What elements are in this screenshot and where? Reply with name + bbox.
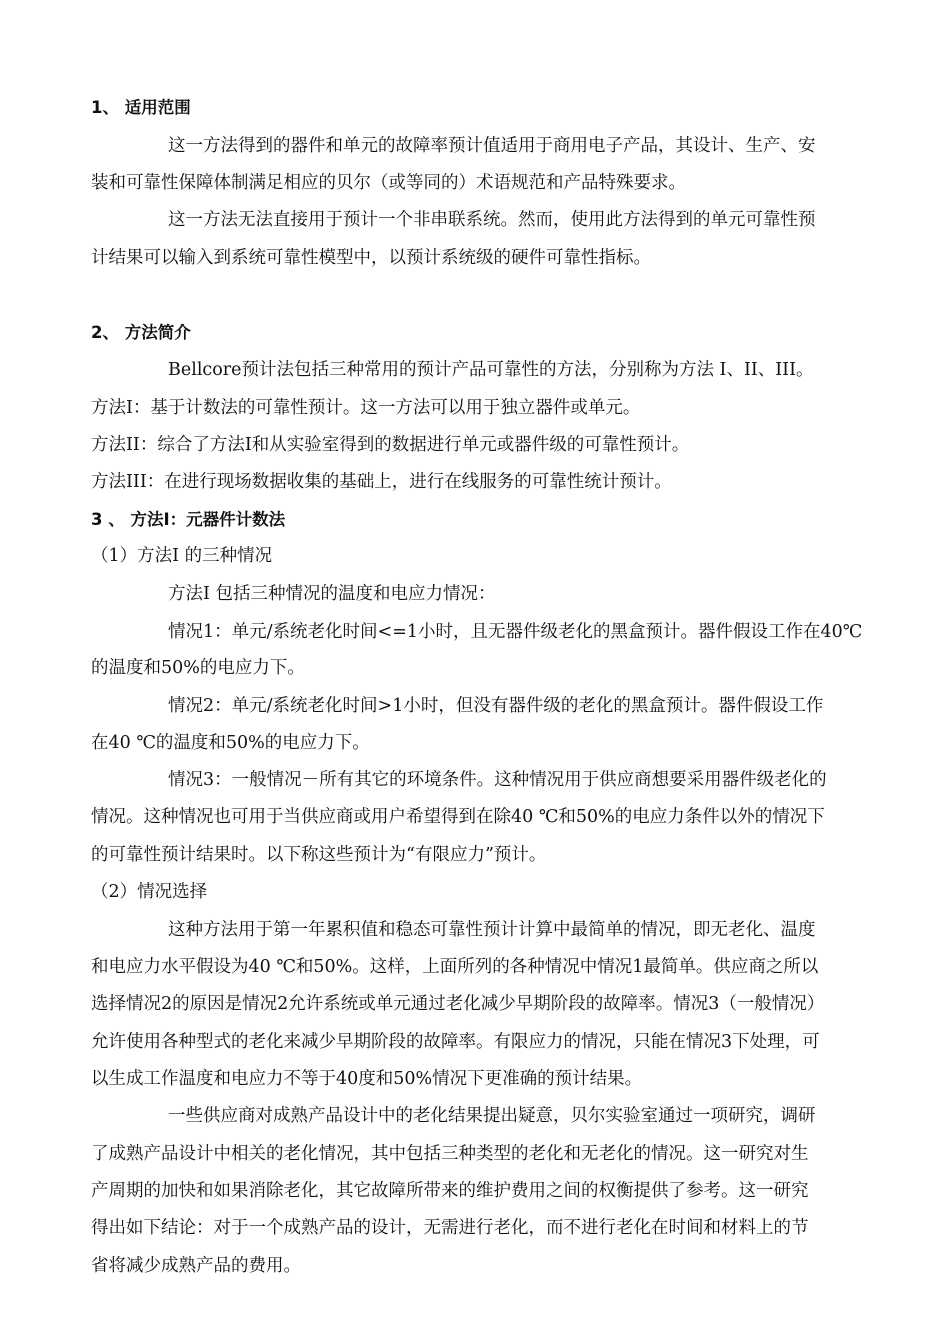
section-3-heading: 3 、 方法I：元器件计数法: [91, 510, 286, 529]
paragraph-5-line-1: 这种方法用于第一年累积值和稳态可靠性预计计算中最简单的情况，即无老化、温度: [168, 920, 816, 940]
case-1-line-1: 情况1：单元/系统老化时间<=1小时，且无器件级老化的黑盒预计。器件假设工作在40℃: [168, 622, 863, 642]
paragraph-1-line-2: 装和可靠性保障体制满足相应的贝尔（或等同的）术语规范和产品特殊要求。: [91, 173, 686, 193]
case-1-line-2: 的温度和50%的电应力下。: [91, 658, 305, 678]
paragraph-4: 方法I 包括三种情况的温度和电应力情况：: [168, 584, 496, 604]
paragraph-6-line-5: 省将减少成熟产品的费用。: [91, 1256, 301, 1276]
case-3-line-2: 情况。这种情况也可用于当供应商或用户希望得到在除40 ℃和50%的电应力条件以外的情况下: [91, 807, 825, 827]
paragraph-5-line-5: 以生成工作温度和电应力不等于40度和50%情况下更准确的预计结果。: [91, 1069, 643, 1089]
paragraph-3: Bellcore预计法包括三种常用的预计产品可靠性的方法，分别称为方法 I、II、III。: [168, 360, 814, 380]
case-3-line-1: 情况3：一般情况－所有其它的环境条件。这种情况用于供应商想要采用器件级老化的: [168, 770, 827, 790]
paragraph-6-line-1: 一些供应商对成熟产品设计中的老化结果提出疑意，贝尔实验室通过一项研究，调研: [168, 1106, 816, 1126]
method-3-line: 方法III：在进行现场数据收集的基础上，进行在线服务的可靠性统计预计。: [91, 472, 672, 492]
subsection-2-heading: （2）情况选择: [91, 882, 208, 902]
paragraph-6-line-4: 得出如下结论：对于一个成熟产品的设计，无需进行老化，而不进行老化在时间和材料上的节: [91, 1218, 809, 1238]
paragraph-6-line-2: 了成熟产品设计中相关的老化情况，其中包括三种类型的老化和无老化的情况。这一研究对生: [91, 1144, 809, 1164]
case-2-line-1: 情况2：单元/系统老化时间>1小时，但没有器件级的老化的黑盒预计。器件假设工作: [168, 696, 824, 716]
paragraph-1-line-1: 这一方法得到的器件和单元的故障率预计值适用于商用电子产品，其设计、生产、安: [168, 136, 816, 156]
paragraph-5-line-3: 选择情况2的原因是情况2允许系统或单元通过老化减少早期阶段的故障率。情况3（一般情况）: [91, 994, 825, 1014]
case-2-line-2: 在40 ℃的温度和50%的电应力下。: [91, 733, 370, 753]
method-2-line: 方法II：综合了方法I和从实验室得到的数据进行单元或器件级的可靠性预计。: [91, 435, 690, 455]
method-1-line: 方法I：基于计数法的可靠性预计。这一方法可以用于独立器件或单元。: [91, 398, 641, 418]
paragraph-2-line-2: 计结果可以输入到系统可靠性模型中，以预计系统级的硬件可靠性指标。: [91, 248, 651, 268]
paragraph-6-line-3: 产周期的加快和如果消除老化，其它故障所带来的维护费用之间的权衡提供了参考。这一研究: [91, 1181, 809, 1201]
section-1-heading: 1、 适用范围: [91, 98, 191, 117]
case-3-line-3: 的可靠性预计结果时。以下称这些预计为“有限应力”预计。: [91, 845, 547, 865]
paragraph-5-line-2: 和电应力水平假设为40 ℃和50%。这样，上面所列的各种情况中情况1最简单。供应商之所以: [91, 957, 819, 977]
paragraph-5-line-4: 允许使用各种型式的老化来减少早期阶段的故障率。有限应力的情况，只能在情况3下处理，可: [91, 1032, 820, 1052]
section-2-heading: 2、 方法简介: [91, 323, 191, 342]
paragraph-2-line-1: 这一方法无法直接用于预计一个非串联系统。然而，使用此方法得到的单元可靠性预: [168, 210, 816, 230]
subsection-1-heading: （1）方法I 的三种情况: [91, 546, 273, 566]
